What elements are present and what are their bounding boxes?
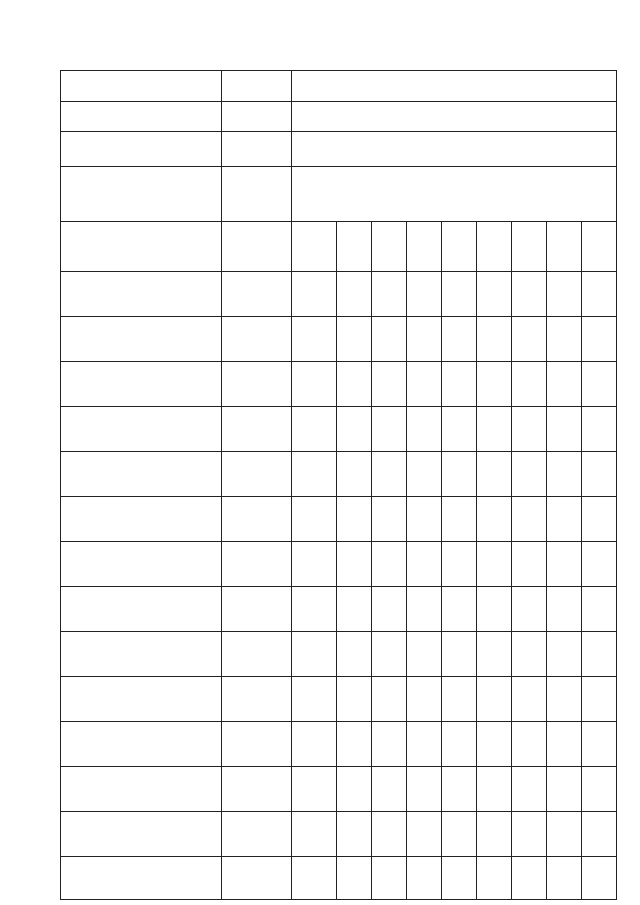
row-divider: [61, 271, 616, 272]
column-divider: [406, 221, 407, 899]
column-divider: [371, 221, 372, 899]
table-header: [61, 71, 616, 222]
column-divider: [511, 221, 512, 899]
row-divider: [61, 856, 616, 857]
column-divider: [441, 221, 442, 899]
column-divider: [476, 221, 477, 899]
row-divider: [61, 766, 616, 767]
table-sheet: [60, 70, 617, 900]
row-divider: [61, 676, 616, 677]
row-divider: [61, 811, 616, 812]
row-divider: [61, 451, 616, 452]
row-divider: [61, 496, 616, 497]
column-divider: [546, 221, 547, 899]
row-divider: [61, 631, 616, 632]
row-divider: [61, 541, 616, 542]
column-divider: [221, 71, 222, 899]
row-divider: [61, 406, 616, 407]
row-divider: [61, 721, 616, 722]
header-divider: [61, 131, 616, 132]
column-divider: [336, 221, 337, 899]
column-divider: [581, 221, 582, 899]
column-divider: [291, 71, 292, 899]
header-divider: [61, 101, 616, 102]
header-divider: [61, 166, 616, 167]
row-divider: [61, 586, 616, 587]
row-divider: [61, 316, 616, 317]
row-divider: [61, 361, 616, 362]
